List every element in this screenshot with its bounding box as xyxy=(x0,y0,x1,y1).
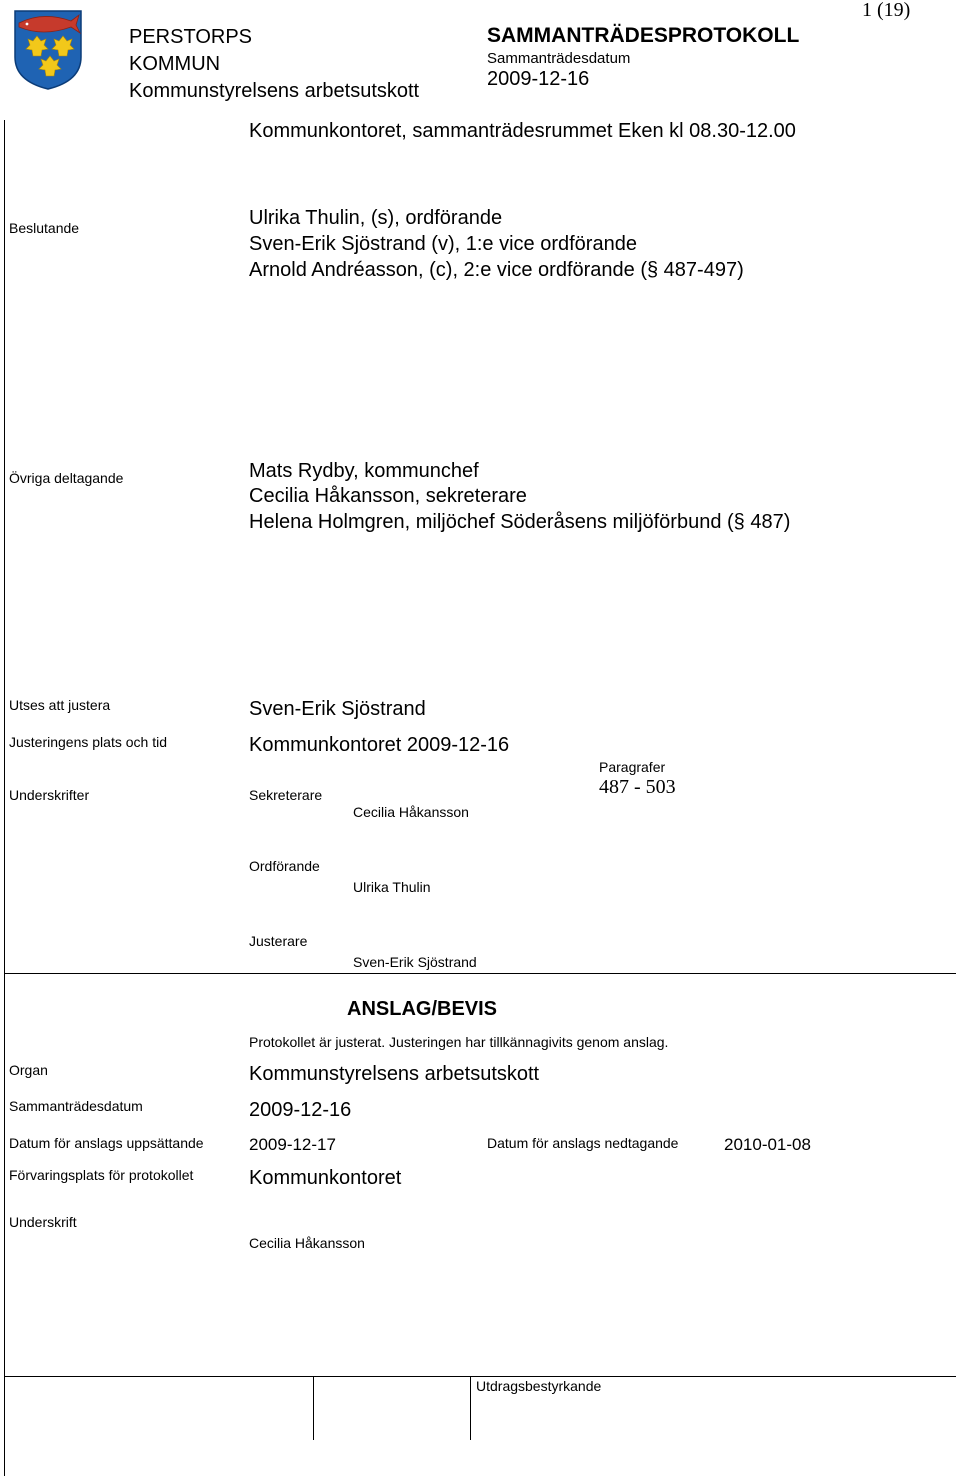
nedtagande-label: Datum för anslags nedtagande xyxy=(487,1135,679,1151)
page-number: 1 (19) xyxy=(862,0,911,21)
paragrafer-value: 487 - 503 xyxy=(599,776,676,798)
anslag-intro: Protokollet är justerat. Justeringen har tillkännagivits genom anslag. xyxy=(249,1034,669,1050)
utdragsbestyrkande-label: Utdragsbestyrkande xyxy=(476,1378,602,1394)
justering-plats-value: Kommunkontoret 2009-12-16 xyxy=(249,734,510,756)
ovriga-member: Mats Rydby, kommunchef xyxy=(249,460,479,482)
utses-value: Sven-Erik Sjöstrand xyxy=(249,698,426,720)
justerare-name: Sven-Erik Sjöstrand xyxy=(353,954,477,970)
document-type-title: SAMMANTRÄDESPROTOKOLL xyxy=(487,24,800,47)
underskrifter-label: Underskrifter xyxy=(9,787,90,803)
meeting-date-label: Sammanträdesdatum xyxy=(487,50,631,67)
paragrafer-label: Paragrafer xyxy=(599,759,666,775)
beslutande-member: Sven-Erik Sjöstrand (v), 1:e vice ordförande xyxy=(249,233,637,255)
org-name-line2: KOMMUN xyxy=(129,53,221,75)
org-name-line1: PERSTORPS xyxy=(129,26,252,48)
meeting-location: Kommunkontoret, sammanträdesrummet Eken kl 08.30-12.00 xyxy=(249,120,796,142)
municipal-coat-of-arms-logo xyxy=(13,9,83,91)
section-divider xyxy=(4,973,956,974)
uppsattande-label: Datum för anslags uppsättande xyxy=(9,1135,204,1151)
meeting-date-value: 2009-12-16 xyxy=(487,68,590,90)
sekreterare-name: Cecilia Håkansson xyxy=(353,804,469,820)
footer-top-rule xyxy=(4,1376,956,1377)
underskrift-name: Cecilia Håkansson xyxy=(249,1235,365,1251)
underskrift-label: Underskrift xyxy=(9,1214,77,1230)
left-margin-rule xyxy=(4,120,5,1476)
nedtagande-value: 2010-01-08 xyxy=(724,1135,811,1154)
uppsattande-value: 2009-12-17 xyxy=(249,1135,336,1154)
ovriga-member: Cecilia Håkansson, sekreterare xyxy=(249,485,527,507)
org-committee: Kommunstyrelsens arbetsutskott xyxy=(129,80,420,102)
organ-value: Kommunstyrelsens arbetsutskott xyxy=(249,1063,540,1085)
ordforande-label: Ordförande xyxy=(249,858,320,874)
anslag-title: ANSLAG/BEVIS xyxy=(347,998,498,1020)
ovriga-label: Övriga deltagande xyxy=(9,470,124,486)
beslutande-member: Arnold Andréasson, (c), 2:e vice ordförande (§ 487-497) xyxy=(249,259,744,281)
beslutande-label: Beslutande xyxy=(9,220,80,236)
footer-column-rule xyxy=(470,1376,471,1440)
ovriga-member: Helena Holmgren, miljöchef Söderåsens miljöförbund (§ 487) xyxy=(249,511,791,533)
footer-column-rule xyxy=(313,1376,314,1440)
organ-label: Organ xyxy=(9,1062,48,1078)
justerare-label: Justerare xyxy=(249,933,308,949)
justering-plats-label: Justeringens plats och tid xyxy=(9,734,167,750)
forvaring-label: Förvaringsplats för protokollet xyxy=(9,1167,194,1183)
sekreterare-label: Sekreterare xyxy=(249,787,323,803)
ordforande-name: Ulrika Thulin xyxy=(353,879,431,895)
anslag-datum-label: Sammanträdesdatum xyxy=(9,1098,143,1114)
forvaring-value: Kommunkontoret xyxy=(249,1167,402,1189)
beslutande-member: Ulrika Thulin, (s), ordförande xyxy=(249,207,503,229)
anslag-datum-value: 2009-12-16 xyxy=(249,1099,352,1121)
utses-label: Utses att justera xyxy=(9,697,111,713)
